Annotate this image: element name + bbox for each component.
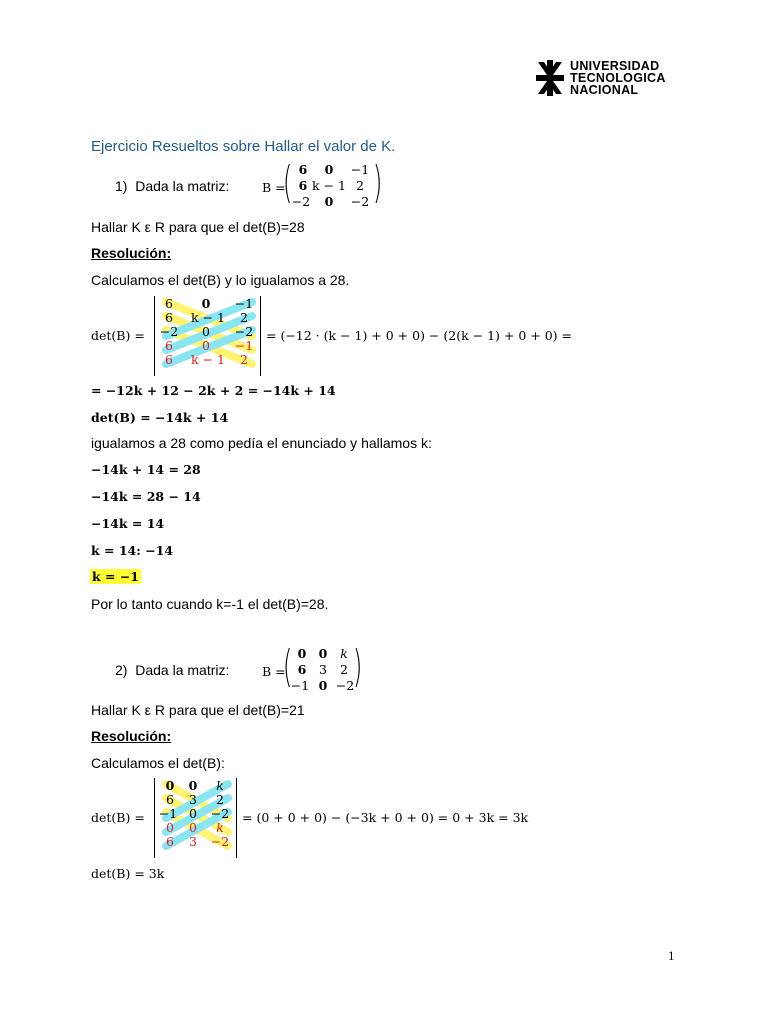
matrix-cell: −2: [335, 678, 355, 693]
sarrus-cell: k − 1: [191, 310, 225, 325]
ex2-result: det(B) = 3k: [91, 866, 165, 881]
sarrus-cell: 6: [165, 310, 173, 325]
matrix-cell: −1: [350, 162, 370, 177]
ex1-line3: det(B) = −14k + 14: [91, 410, 229, 425]
university-name-line1: UNIVERSIDAD: [570, 59, 660, 73]
ex2-intro: 2) Dada la matriz:: [115, 662, 230, 678]
ex1-sarrus: [152, 296, 264, 376]
ex2-matrix: ( ) 0 0 k 6 3 2 −1 0 −2: [282, 641, 363, 693]
sarrus-cell: 6: [165, 352, 173, 367]
sarrus-cell: 0: [189, 806, 197, 821]
page-number: 1: [668, 948, 675, 963]
matrix-cell: 6: [298, 162, 308, 177]
sarrus-cell: 6: [166, 834, 174, 849]
ex1-answer-highlight: k = −1: [92, 569, 140, 584]
ex1-task: Hallar K ε R para que el det(B)=28: [91, 219, 305, 235]
sarrus-cell: 2: [216, 792, 224, 807]
ex1-conclusion: Por lo tanto cuando k=-1 el det(B)=28.: [91, 596, 329, 612]
sarrus-cell: −2: [210, 834, 230, 849]
sarrus-cell: 0: [189, 820, 197, 835]
ex1-line2: = −12k + 12 − 2k + 2 = −14k + 14: [91, 383, 336, 398]
sarrus-cell: k: [216, 778, 224, 793]
sarrus-cell: 0: [201, 296, 211, 311]
matrix-cell: 3: [319, 662, 327, 677]
matrix-cell: 0: [297, 646, 307, 661]
ex1-eq1: −14k + 14 = 28: [91, 462, 201, 477]
sarrus-cell: 0: [202, 324, 210, 339]
sarrus-cell: 0: [166, 820, 174, 835]
ex1-step2: igualamos a 28 como pedía el enunciado y hallamos k:: [91, 435, 432, 451]
matrix-cell: 0: [318, 646, 328, 661]
ex1-det-lhs: det(B) =: [91, 328, 145, 343]
ex1-eq2: −14k = 28 − 14: [91, 489, 201, 504]
matrix-cell: 0: [324, 162, 334, 177]
sarrus-cell: −1: [158, 806, 178, 821]
sarrus-cell: 3: [189, 792, 197, 807]
sarrus-cell: −1: [234, 296, 254, 311]
matrix-cell: 2: [356, 178, 364, 193]
sarrus-cell: 2: [240, 310, 248, 325]
ex2-sarrus: [152, 778, 238, 858]
matrix-cell: 6: [297, 662, 307, 677]
sarrus-cell: 3: [189, 834, 197, 849]
sarrus-cell: 2: [240, 352, 248, 367]
ex1-matrix: ( ) 6 0 −1 6 k − 1 2 −2 0 −2: [282, 157, 383, 209]
matrix-cell: 0: [324, 194, 334, 209]
sarrus-cell: −1: [234, 338, 254, 353]
sarrus-cell: −2: [210, 806, 230, 821]
sarrus-cell: 0: [165, 778, 175, 793]
matrix-cell: 2: [340, 662, 348, 677]
sarrus-cell: k: [216, 820, 224, 835]
ex2-resolution-heading: Resolución:: [91, 728, 172, 744]
page-title: Ejercicio Resueltos sobre Hallar el valor de K.: [91, 138, 396, 155]
ex2-sarrus-rhs: = (0 + 0 + 0) − (−3k + 0 + 0) = 0 + 3k = 3k: [242, 810, 529, 825]
university-name-line3: NACIONAL: [570, 83, 639, 97]
ex1-sarrus-rhs: = (−12 · (k − 1) + 0 + 0) − (2(k − 1) + 0 + 0) =: [266, 328, 572, 343]
university-name-line2: TECNOLOGICA: [570, 71, 666, 85]
sarrus-cell: 6: [166, 792, 174, 807]
ex1-intro: 1) Dada la matriz:: [115, 178, 230, 194]
sarrus-cell: 0: [188, 778, 198, 793]
matrix-cell: 6: [298, 178, 308, 193]
ex1-eq4: k = 14: −14: [91, 543, 174, 558]
sarrus-cell: k − 1: [191, 352, 225, 367]
ex2-matrix-lhs: B =: [262, 664, 286, 679]
matrix-cell: k − 1: [312, 178, 346, 193]
matrix-cell: −2: [350, 194, 370, 209]
sarrus-cell: −2: [234, 324, 254, 339]
university-logo: [536, 60, 676, 100]
sarrus-cell: −2: [159, 324, 179, 339]
utn-emblem-icon: [536, 60, 564, 96]
sarrus-cell: 6: [165, 296, 173, 311]
matrix-cell: −2: [291, 194, 311, 209]
ex1-eq3: −14k = 14: [91, 516, 165, 531]
matrix-cell: 0: [318, 678, 328, 693]
ex1-step1: Calculamos el det(B) y lo igualamos a 28.: [91, 272, 350, 288]
matrix-cell: k: [340, 646, 348, 661]
matrix-cell: −1: [290, 678, 310, 693]
sarrus-cell: 0: [202, 338, 210, 353]
sarrus-cell: 6: [165, 338, 173, 353]
ex2-det-lhs: det(B) =: [91, 810, 145, 825]
ex2-step1: Calculamos el det(B):: [91, 755, 225, 771]
ex2-task: Hallar K ε R para que el det(B)=21: [91, 702, 305, 718]
ex1-matrix-lhs: B =: [262, 180, 286, 195]
ex1-resolution-heading: Resolución:: [91, 245, 172, 261]
